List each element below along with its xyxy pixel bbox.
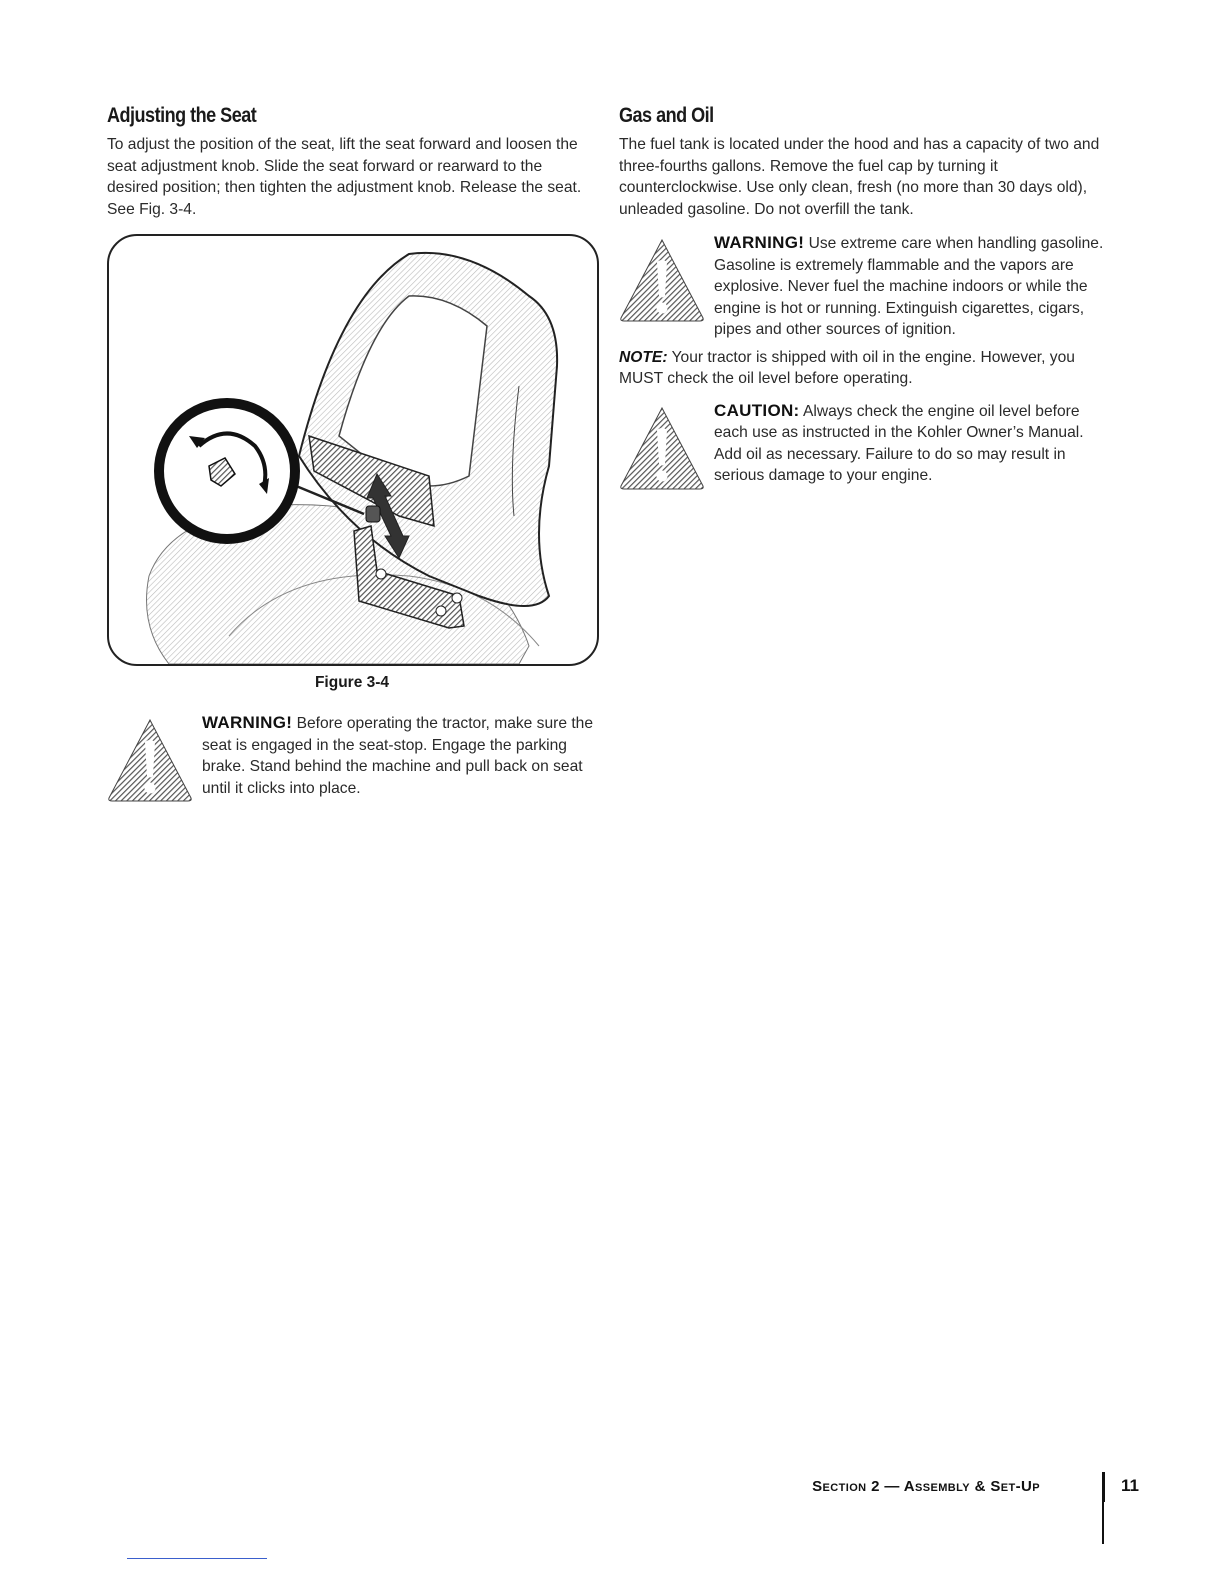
figure-caption: Figure 3-4 <box>314 674 390 691</box>
note-body: Your tractor is shipped with oil in the engine. However, you MUST check the oil level before operating. <box>619 348 1075 387</box>
seat-adjust-paragraph: To adjust the position of the seat, lift the seat forward and loosen the seat adjustment knob. Slide the seat forward or rearward to the desired position; then tighten the adjustment knob. Release the seat. See Fig. 3-4. <box>107 136 582 218</box>
warning-triangle-icon <box>107 718 193 802</box>
left-column <box>107 104 597 812</box>
footer-divider <box>1102 1472 1105 1502</box>
caution-body: Always check the engine oil level before each use as instructed in the Kohler Owner’s Manual. Add oil as necessary. Failure to do so may result in serious damage to your engine. <box>714 402 1084 484</box>
footer-section-title: Section 2 — Assembly & Set-Up <box>812 1478 1040 1495</box>
section-heading-gas-oil: Gas and Oil <box>619 104 714 127</box>
seat-figure <box>107 234 599 666</box>
warning-keyword: WARNING! <box>714 233 805 252</box>
page-footer <box>812 1476 1150 1506</box>
gasoline-warning-text <box>714 232 1114 341</box>
warning-body: Use extreme care when handling gasoline. Gasoline is extremely flammable and the vapors are explosive. Never fuel the machine indoors or while the engine is hot or running. Extinguish cigarettes, cigars, pipes and other sources of ignition. <box>714 235 1104 338</box>
section-heading-adjusting-seat: Adjusting the Seat <box>107 104 257 127</box>
seat-warning-text <box>202 712 597 799</box>
warning-triangle-icon <box>619 406 705 490</box>
warning-triangle-icon <box>619 238 705 322</box>
warning-keyword: WARNING! <box>202 713 293 732</box>
seat-illustration <box>109 236 597 664</box>
fuel-paragraph: The fuel tank is located under the hood and has a capacity of two and three-fourths gallons. Remove the fuel cap by turning it counterclockwise. Use only clean, fresh (no more than 30 days old), unleaded gasoline. Do not overfill the tank. <box>619 136 1100 218</box>
oil-note <box>619 347 1114 390</box>
oil-caution-block <box>619 400 1114 500</box>
seat-warning-block <box>107 712 597 812</box>
right-column <box>619 104 1114 500</box>
warning-body: Before operating the tractor, make sure the seat is engaged in the seat-stop. Engage the parking brake. Stand behind the machine and pull back on seat until it clicks into place. <box>202 715 594 797</box>
footer-divider-tail <box>1102 1502 1104 1544</box>
note-keyword: NOTE: <box>619 348 668 366</box>
bottom-rule <box>127 1558 267 1559</box>
gasoline-warning-block <box>619 232 1114 341</box>
oil-caution-text <box>714 400 1114 487</box>
page-number: 11 <box>1121 1476 1139 1495</box>
caution-keyword: CAUTION: <box>714 400 800 420</box>
